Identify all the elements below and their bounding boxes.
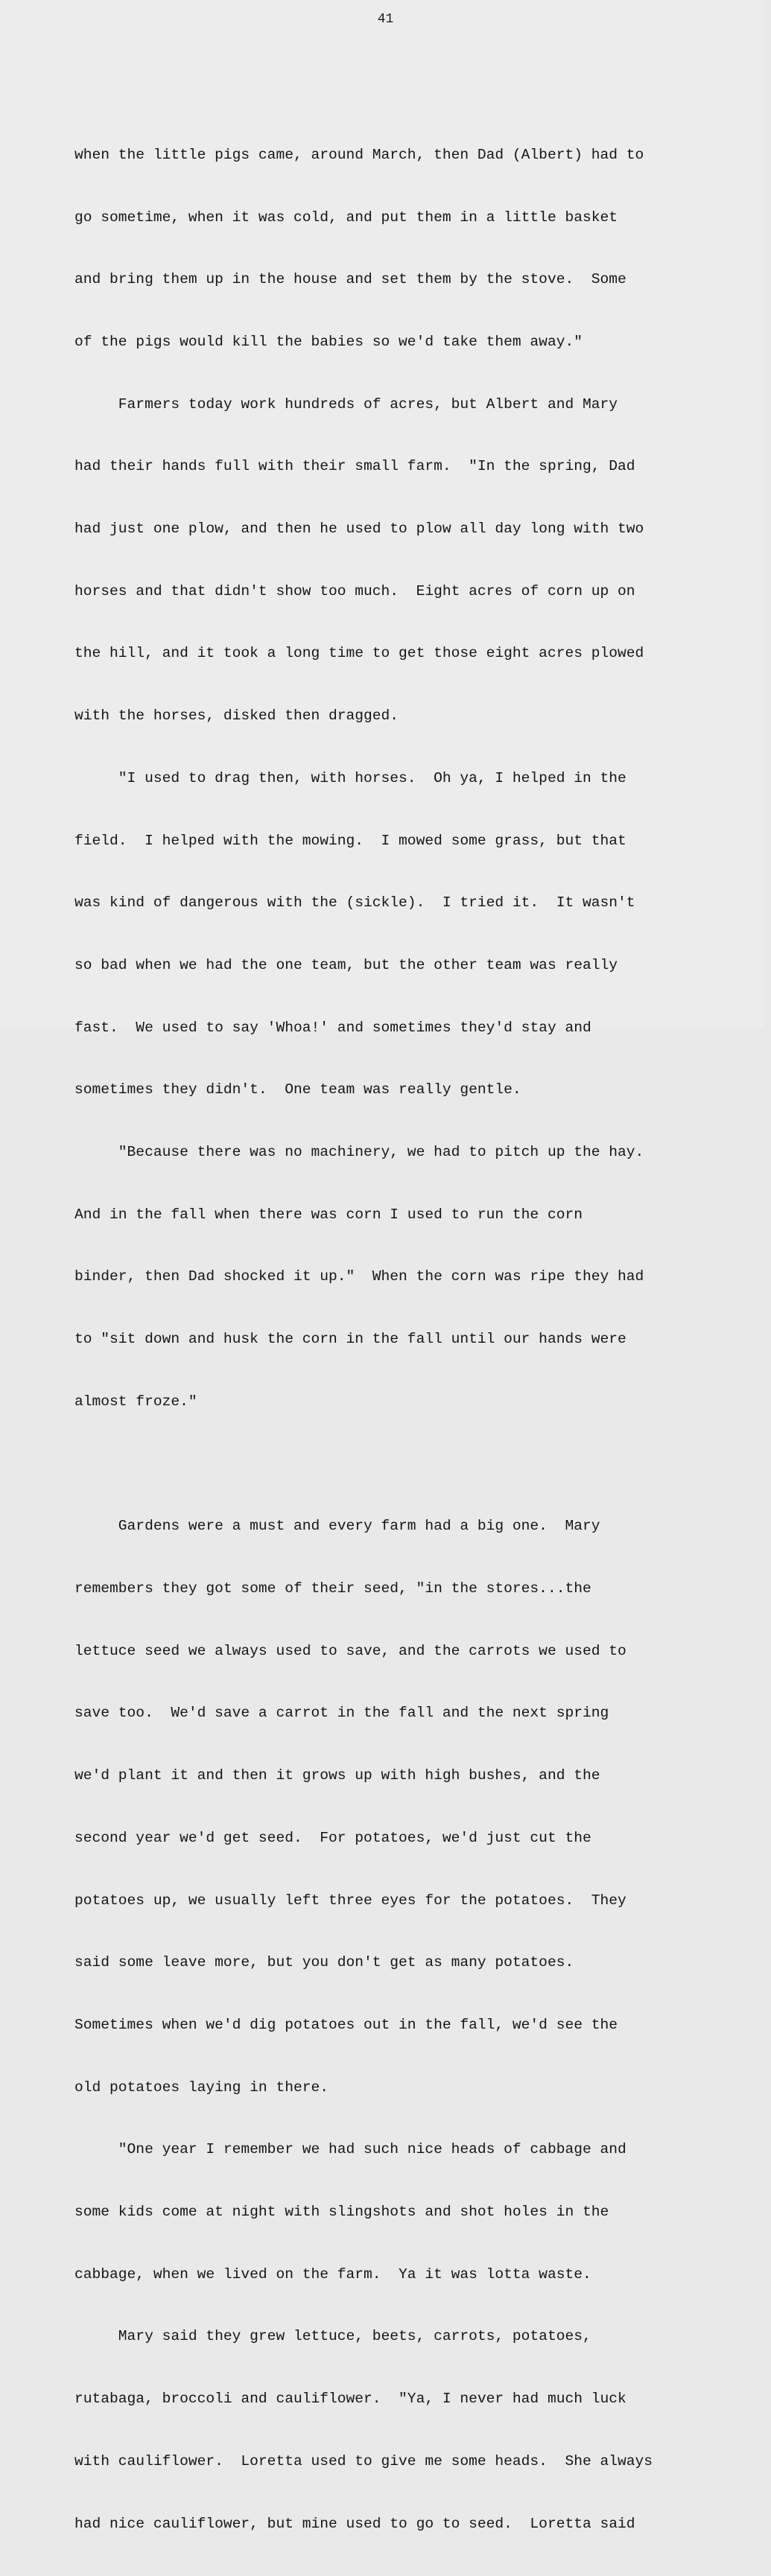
text-line: lettuce seed we always used to save, and the carrots we used to: [74, 1642, 626, 1659]
text-line: horses and that didn't show too much. Eight acres of corn up on: [74, 582, 635, 600]
text-line: field. I helped with the mowing. I mowed some grass, but that: [74, 832, 626, 849]
text-line: go sometime, when it was cold, and put them in a little basket: [74, 209, 618, 226]
text-line: to "sit down and husk the corn in the fall until our hands were: [74, 1331, 626, 1348]
text-line: some kids come at night with slingshots and shot holes in the: [74, 2204, 609, 2221]
text-line: cabbage, when we lived on the farm. Ya it was lotta waste.: [74, 2265, 591, 2283]
text-line: second year we'd get seed. For potatoes, we'd just cut the: [74, 1829, 591, 1846]
text-line: when the little pigs came, around March, then Dad (Albert) had to: [74, 146, 644, 163]
text-line: potatoes up, we usually left three eyes for the potatoes. They: [74, 1892, 626, 1909]
text-line: old potatoes laying in there.: [74, 2079, 329, 2096]
text-line: almost froze.": [74, 1393, 197, 1410]
text-line: and bring them up in the house and set them by the stove. Some: [74, 271, 626, 288]
body-text: [74, 104, 715, 2576]
text-line: "Because there was no machinery, we had to pitch up the hay.: [74, 1144, 644, 1161]
text-line: Farmers today work hundreds of acres, but Albert and Mary: [74, 395, 618, 413]
text-line: with cauliflower. Loretta used to give me some heads. She always: [74, 2452, 653, 2470]
text-line: had nice cauliflower, but mine used to go to seed. Loretta said: [74, 2515, 635, 2532]
page-number: 41: [377, 12, 394, 27]
text-line: so bad when we had the one team, but the other team was really: [74, 956, 618, 973]
text-line: rutabaga, broccoli and cauliflower. "Ya, I never had much luck: [74, 2391, 626, 2408]
text-line: binder, then Dad shocked it up." When the corn was ripe they had: [74, 1268, 644, 1285]
text-line: "One year I remember we had such nice heads of cabbage and: [74, 2141, 626, 2158]
text-line: Gardens were a must and every farm had a big one. Mary: [74, 1518, 600, 1535]
text-line: had their hands full with their small farm. "In the spring, Dad: [74, 458, 635, 475]
text-line: with the horses, disked then dragged.: [74, 707, 399, 725]
text-line: had just one plow, and then he used to plow all day long with two: [74, 521, 644, 538]
text-line: Sometimes when we'd dig potatoes out in the fall, we'd see the: [74, 2016, 618, 2033]
text-line: "I used to drag then, with horses. Oh ya, I helped in the: [74, 769, 626, 786]
text-line: said some leave more, but you don't get as many potatoes.: [74, 1954, 574, 1971]
text-line: was kind of dangerous with the (sickle). I tried it. It wasn't: [74, 894, 635, 912]
text-line: sometimes they didn't. One team was really gentle.: [74, 1081, 521, 1098]
text-line: we'd plant it and then it grows up with high bushes, and the: [74, 1767, 600, 1784]
text-line: the hill, and it took a long time to get those eight acres plowed: [74, 645, 644, 662]
blank-line: [74, 1454, 715, 1475]
text-line: save too. We'd save a carrot in the fall and the next spring: [74, 1705, 609, 1722]
text-line: remembers they got some of their seed, "in the stores...the: [74, 1580, 591, 1597]
text-line: And in the fall when there was corn I used to run the corn: [74, 1206, 583, 1223]
text-line: of the pigs would kill the babies so we'd take them away.": [74, 333, 583, 350]
text-line: fast. We used to say 'Whoa!' and sometimes they'd stay and: [74, 1019, 591, 1036]
text-line: Mary said they grew lettuce, beets, carrots, potatoes,: [74, 2328, 591, 2345]
